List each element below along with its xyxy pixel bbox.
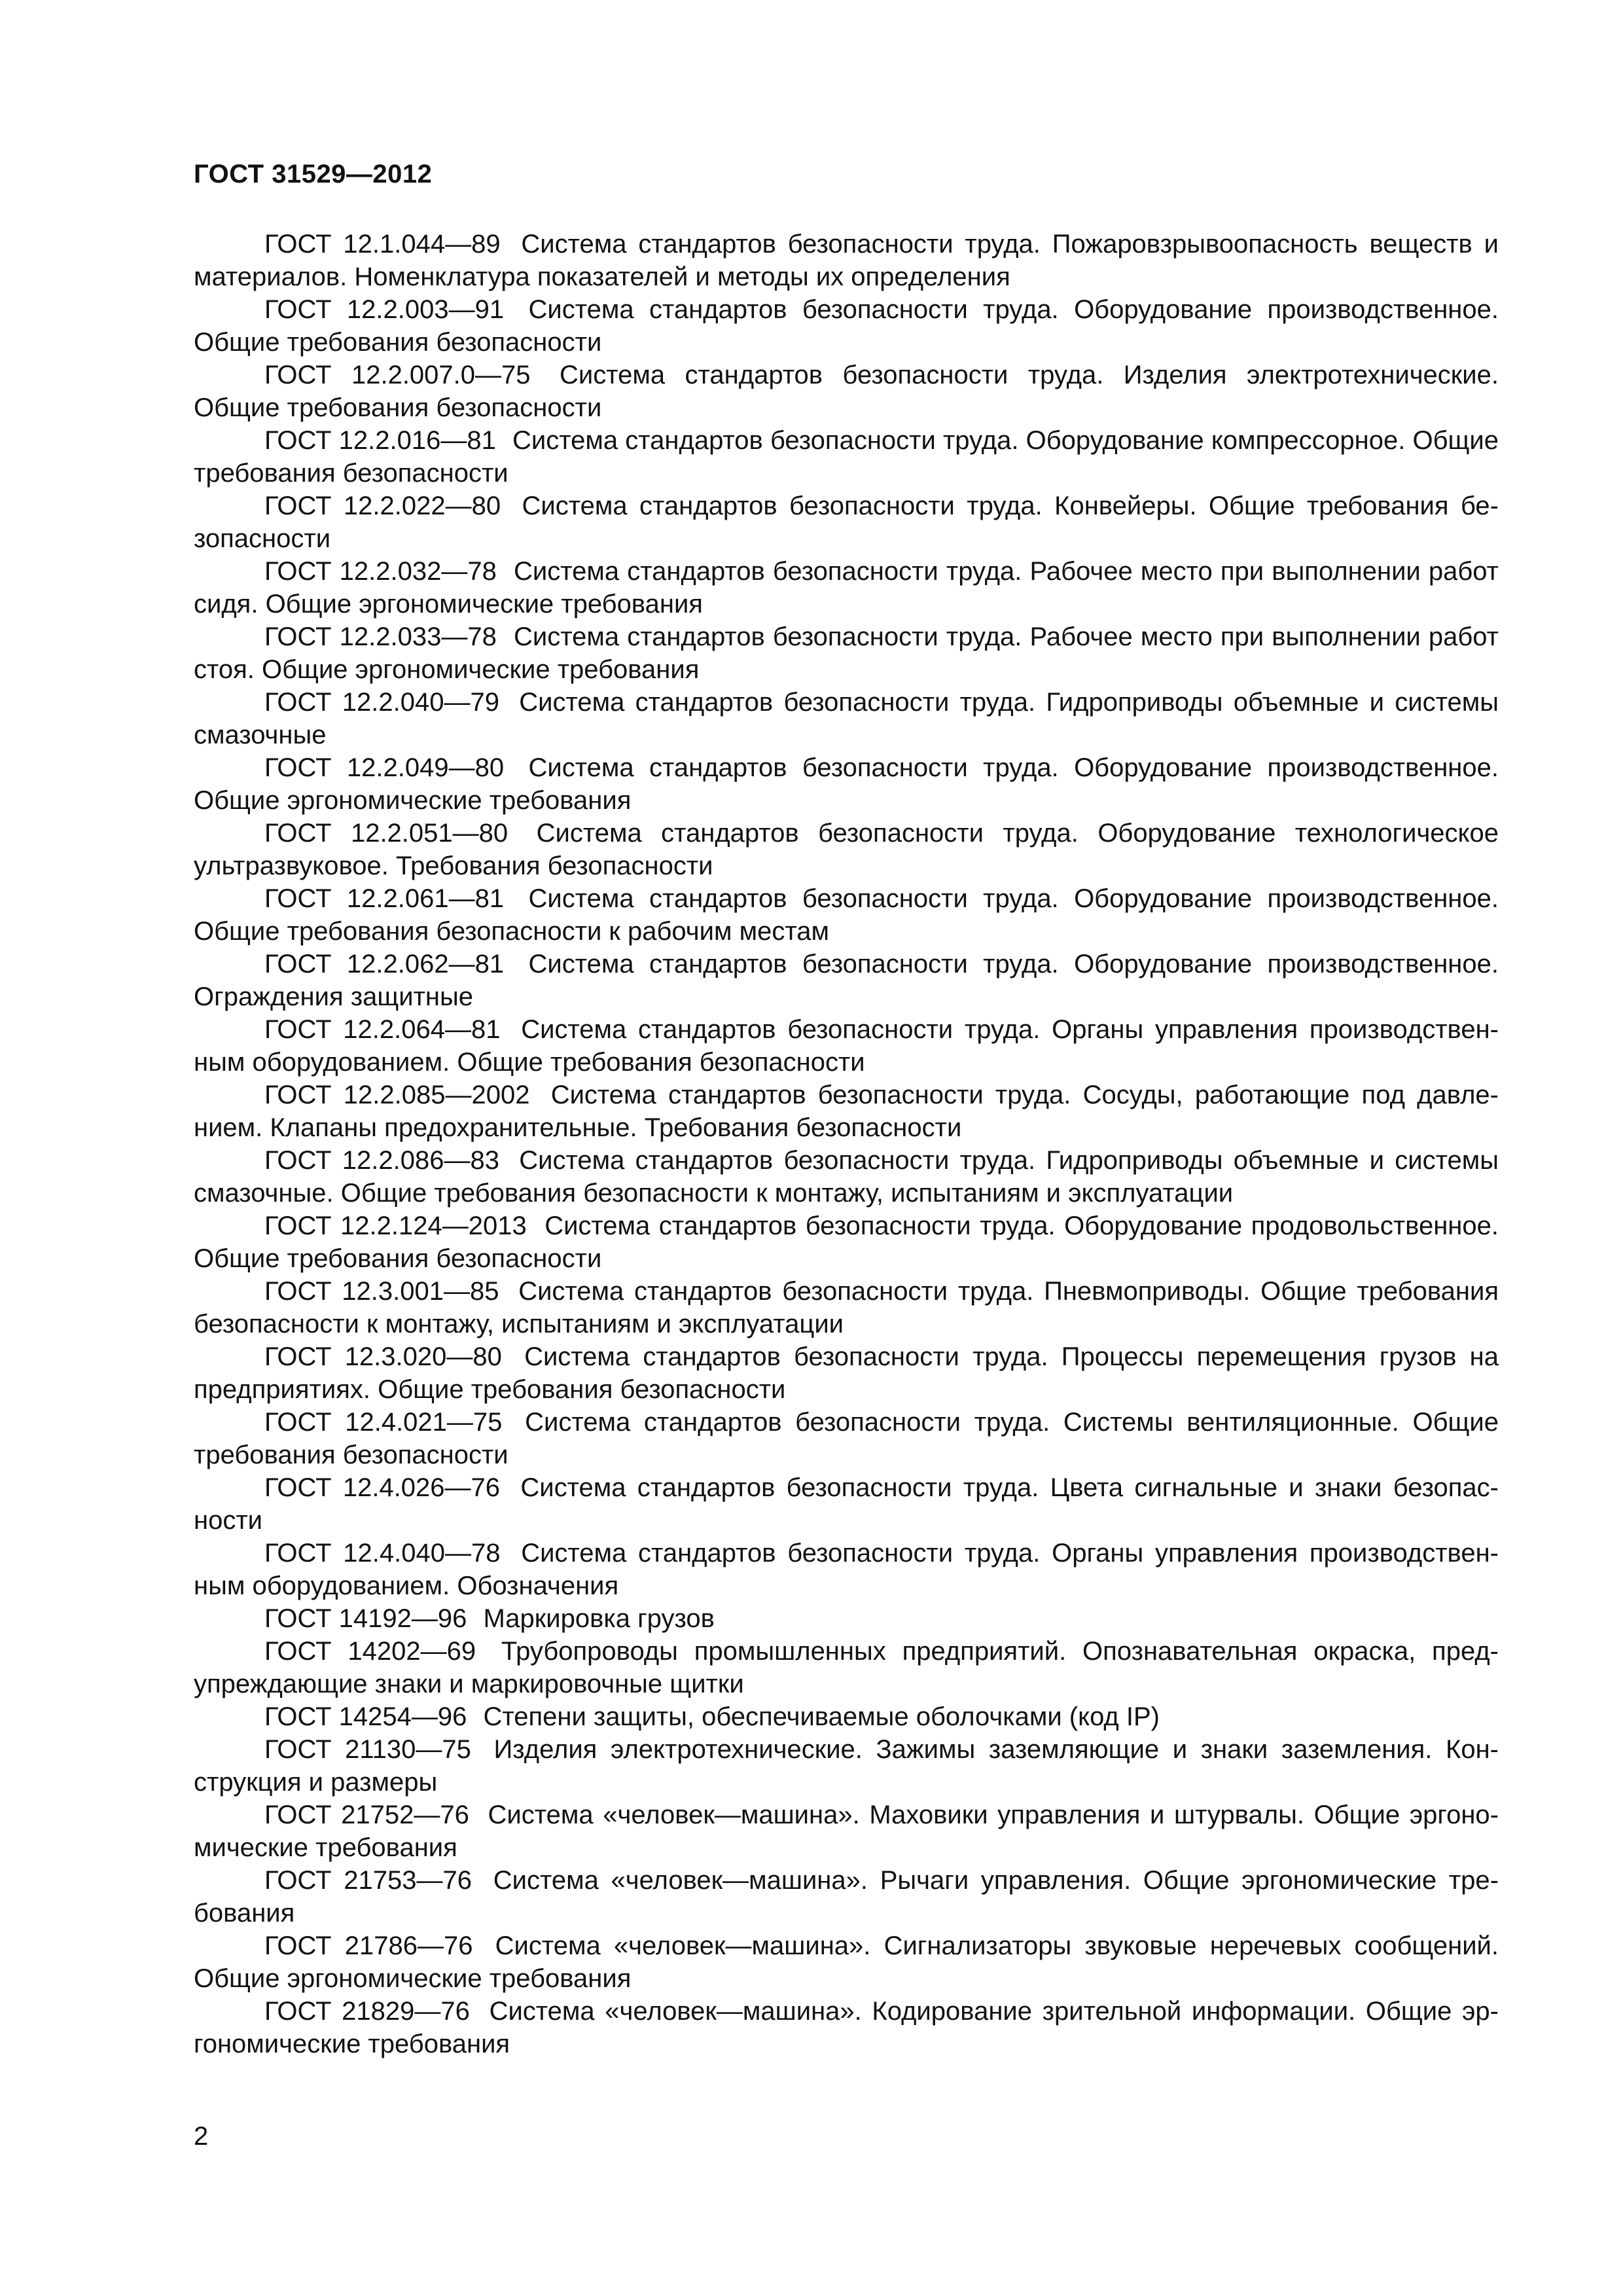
reference-entry — [194, 1013, 1499, 1079]
reference-title: Маркировка грузов — [483, 1604, 715, 1633]
reference-code: ГОСТ 12.2.032—78 — [264, 557, 497, 586]
reference-entry — [194, 293, 1499, 359]
reference-entry — [194, 424, 1499, 490]
reference-entry — [194, 1079, 1499, 1144]
reference-title: Система стандартов безопасности труда. Органы управления производственным оборудованием. Обозначения — [194, 1539, 1499, 1600]
reference-code: ГОСТ 21130—75 — [264, 1735, 471, 1764]
reference-title: Система «человек—машина». Маховики управления и штурвалы. Общие эргономические требования — [194, 1801, 1499, 1862]
reference-title: Система стандартов безопасности труда. Конвейеры. Общие требования безопасности — [194, 492, 1499, 553]
reference-code: ГОСТ 12.2.022—80 — [264, 492, 501, 520]
reference-code: ГОСТ 12.3.020—80 — [264, 1342, 502, 1371]
reference-entry — [194, 1471, 1499, 1537]
reference-code: ГОСТ 12.2.064—81 — [264, 1015, 501, 1044]
reference-entry — [194, 1700, 1499, 1733]
reference-entry — [194, 228, 1499, 293]
reference-entry — [194, 555, 1499, 620]
reference-entry — [194, 359, 1499, 424]
reference-entry — [194, 1210, 1499, 1275]
reference-entry — [194, 490, 1499, 555]
reference-title: Система стандартов безопасности труда. Рабочее место при выполнении работ сидя. Общие эргономические требования — [194, 557, 1499, 619]
reference-code: ГОСТ 14254—96 — [264, 1702, 467, 1731]
reference-code: ГОСТ 12.2.040—79 — [264, 688, 499, 717]
reference-title: Система «человек—машина». Сигнализаторы звуковые неречевых сообщений. Общие эргономические требования — [194, 1931, 1499, 1993]
reference-entry — [194, 1864, 1499, 1929]
reference-code: ГОСТ 12.2.062—81 — [264, 950, 505, 978]
reference-code: ГОСТ 12.2.051—80 — [264, 819, 508, 848]
reference-title: Система стандартов безопасности труда. Оборудование технологическое ультразвуковое. Требования безопасности — [194, 819, 1499, 880]
reference-title: Система стандартов безопасности труда. Оборудование продовольственное. Общие требования безопасности — [194, 1211, 1499, 1273]
reference-title: Система стандартов безопасности труда. Изделия электротехнические. Общие требования безопасности — [194, 361, 1499, 422]
reference-entry — [194, 686, 1499, 751]
reference-code: ГОСТ 14192—96 — [264, 1604, 467, 1633]
reference-title: Система стандартов безопасности труда. Пожаровзрывоопасность веществ и материалов. Номенклатура показателей и методы их определения — [194, 230, 1499, 291]
reference-code: ГОСТ 12.4.021—75 — [264, 1408, 503, 1437]
reference-code: ГОСТ 21753—76 — [264, 1866, 472, 1895]
reference-code: ГОСТ 12.2.003—91 — [264, 295, 505, 324]
reference-code: ГОСТ 12.2.086—83 — [264, 1146, 499, 1175]
reference-entry — [194, 1144, 1499, 1210]
document-code-header: ГОСТ 31529—2012 — [194, 160, 433, 188]
reference-title: Система стандартов безопасности труда. Пневмоприводы. Общие требования безопасности к монтажу, испытаниям и эксплуатации — [194, 1277, 1499, 1338]
reference-code: ГОСТ 12.4.026—76 — [264, 1473, 501, 1502]
reference-title: Система стандартов безопасности труда. Органы управления производственным оборудованием. Общие требования безопасности — [194, 1015, 1499, 1077]
reference-entry — [194, 620, 1499, 686]
reference-title: Система «человек—машина». Кодирование зрительной информации. Общие эргономические требования — [194, 1997, 1499, 2058]
reference-entry — [194, 1635, 1499, 1700]
reference-title: Система стандартов безопасности труда. Оборудование производственное. Общие требования безопасности к рабочим местам — [194, 884, 1499, 946]
reference-title: Система стандартов безопасности труда. Системы вентиляционные. Общие требования безопасности — [194, 1408, 1499, 1469]
reference-title: Система «человек—машина». Рычаги управления. Общие эргономические требования — [194, 1866, 1499, 1928]
reference-code: ГОСТ 12.2.033—78 — [264, 622, 497, 651]
normative-references-list — [194, 228, 1499, 2060]
reference-entry — [194, 1537, 1499, 1602]
reference-title: Система стандартов безопасности труда. Цвета сигнальные и знаки безопасности — [194, 1473, 1499, 1535]
reference-code: ГОСТ 12.2.061—81 — [264, 884, 505, 913]
reference-title: Трубопроводы промышленных предприятий. Опознавательная окраска, предупреждающие знаки и маркировочные щитки — [194, 1637, 1499, 1698]
reference-entry — [194, 1406, 1499, 1471]
reference-title: Система стандартов безопасности труда. Процессы перемещения грузов на предприятиях. Общие требования безопасности — [194, 1342, 1499, 1404]
reference-code: ГОСТ 21786—76 — [264, 1931, 473, 1960]
reference-code: ГОСТ 21829—76 — [264, 1997, 470, 2026]
reference-code: ГОСТ 12.2.085—2002 — [264, 1081, 530, 1109]
reference-entry — [194, 1340, 1499, 1406]
reference-title: Система стандартов безопасности труда. Рабочее место при выполнении работ стоя. Общие эргономические требования — [194, 622, 1499, 684]
reference-entry — [194, 751, 1499, 817]
reference-title: Система стандартов безопасности труда. Оборудование компрессорное. Общие требования безопасности — [194, 426, 1499, 488]
reference-entry — [194, 1275, 1499, 1340]
reference-entry — [194, 817, 1499, 882]
page-number: 2 — [194, 2122, 209, 2151]
reference-title: Система стандартов безопасности труда. Оборудование производственное. Ограждения защитные — [194, 950, 1499, 1011]
reference-title: Степени защиты, обеспечиваемые оболочками (код IP) — [483, 1702, 1160, 1731]
reference-code: ГОСТ 12.2.016—81 — [264, 426, 496, 455]
reference-title: Система стандартов безопасности труда. Оборудование производственное. Общие требования безопасности — [194, 295, 1499, 357]
reference-entry — [194, 1602, 1499, 1635]
reference-code: ГОСТ 12.1.044—89 — [264, 230, 501, 259]
reference-code: ГОСТ 12.4.040—78 — [264, 1539, 501, 1568]
reference-entry — [194, 1799, 1499, 1864]
reference-title: Система стандартов безопасности труда. Оборудование производственное. Общие эргономические требования — [194, 753, 1499, 815]
reference-title: Система стандартов безопасности труда. Гидроприводы объемные и системы смазочные — [194, 688, 1499, 749]
reference-entry — [194, 1733, 1499, 1799]
reference-code: ГОСТ 21752—76 — [264, 1801, 469, 1829]
reference-code: ГОСТ 12.2.124—2013 — [264, 1211, 527, 1240]
reference-title: Система стандартов безопасности труда. Сосуды, работающие под давлением. Клапаны предохранительные. Требования безопасности — [194, 1081, 1499, 1142]
reference-code: ГОСТ 12.2.049—80 — [264, 753, 505, 782]
reference-title: Изделия электротехнические. Зажимы заземляющие и знаки заземления. Конструкция и размеры — [194, 1735, 1499, 1797]
reference-code: ГОСТ 12.3.001—85 — [264, 1277, 499, 1306]
reference-entry — [194, 1929, 1499, 1995]
reference-entry — [194, 1995, 1499, 2060]
reference-entry — [194, 948, 1499, 1013]
reference-title: Система стандартов безопасности труда. Гидроприводы объемные и системы смазочные. Общие требования безопасности к монтажу, испытаниям и эксплуатации — [194, 1146, 1499, 1208]
reference-code: ГОСТ 12.2.007.0—75 — [264, 361, 531, 389]
reference-code: ГОСТ 14202—69 — [264, 1637, 476, 1666]
reference-entry — [194, 882, 1499, 948]
